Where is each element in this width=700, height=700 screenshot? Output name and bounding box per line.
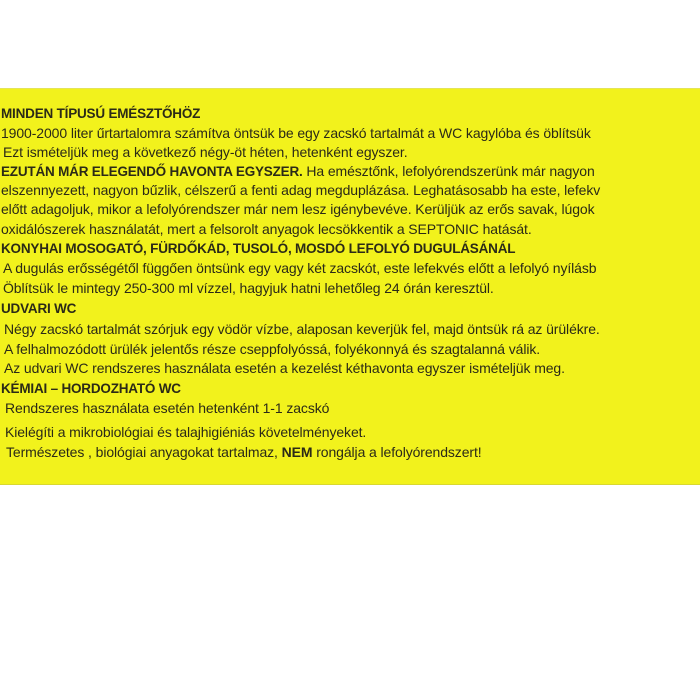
text-line: A felhalmozódott ürülék jelentős része cseppfolyóssá, folyékonnyá és szagtalanná válik. bbox=[4, 341, 541, 357]
heading-tail-text: Ha emésztőnk, lefolyórendszerünk már nagyon bbox=[302, 163, 595, 179]
text-line bbox=[6, 443, 482, 461]
text-line: oxidálószerek használatát, mert a felsorolt anyagok lecsökkentik a SEPTONIC hatását. bbox=[1, 221, 532, 237]
section-heading: MINDEN TÍPUSÚ EMÉSZTŐHÖZ bbox=[1, 106, 201, 121]
emphasis-text: NEM bbox=[281, 444, 313, 460]
text-before-bold: Természetes , biológiai anyagokat tartalmaz, bbox=[6, 444, 282, 460]
text-after-bold: rongálja a lefolyórendszert! bbox=[312, 444, 482, 460]
text-line: 1900-2000 liter űrtartalomra számítva öntsük be egy zacskó tartalmát a WC kagylóba és öblítsük bbox=[1, 125, 591, 141]
text-line: Négy zacskó tartalmát szórjuk egy vödör vízbe, alaposan keverjük fel, majd öntsük rá az ürülékre. bbox=[4, 321, 600, 337]
text-line: A dugulás erősségétől függően öntsünk egy vagy két zacskót, este lefekvés előtt a lefolyó nyílásb bbox=[3, 260, 597, 276]
text-line: Ezt ismételjük meg a következő négy-öt héten, hetenként egyszer. bbox=[3, 144, 408, 160]
text-line: Kielégíti a mikrobiológiai és talajhigiéniás követelményeket. bbox=[5, 424, 367, 440]
text-line: Öblítsük le mintegy 250-300 ml vízzel, hagyjuk hatni lehetőleg 24 órán keresztül. bbox=[3, 280, 494, 296]
section-heading: UDVARI WC bbox=[1, 301, 77, 316]
product-label bbox=[0, 88, 700, 485]
text-line: elszennyezett, nagyon bűzlik, célszerű a fenti adag megduplázása. Leghatásosabb ha este, lefekv bbox=[1, 182, 601, 198]
text-line: előtt adagoljuk, mikor a lefolyórendszer már nem lesz igénybevéve. Kerüljük az erős savak, lúgok bbox=[1, 201, 595, 217]
section-heading: EZUTÁN MÁR ELEGENDŐ HAVONTA EGYSZER. bbox=[1, 164, 303, 179]
text-line: Rendszeres használata esetén hetenként 1-1 zacskó bbox=[5, 400, 330, 416]
section-heading: KÉMIAI – HORDOZHATÓ WC bbox=[1, 381, 181, 396]
text-line-with-heading bbox=[1, 162, 595, 181]
text-line: Az udvari WC rendszeres használata esetén a kezelést kéthavonta egyszer ismételjük meg. bbox=[4, 360, 565, 376]
section-heading: KONYHAI MOSOGATÓ, FÜRDŐKÁD, TUSOLÓ, MOSDÓ LEFOLYÓ DUGULÁSÁNÁL bbox=[1, 241, 516, 256]
